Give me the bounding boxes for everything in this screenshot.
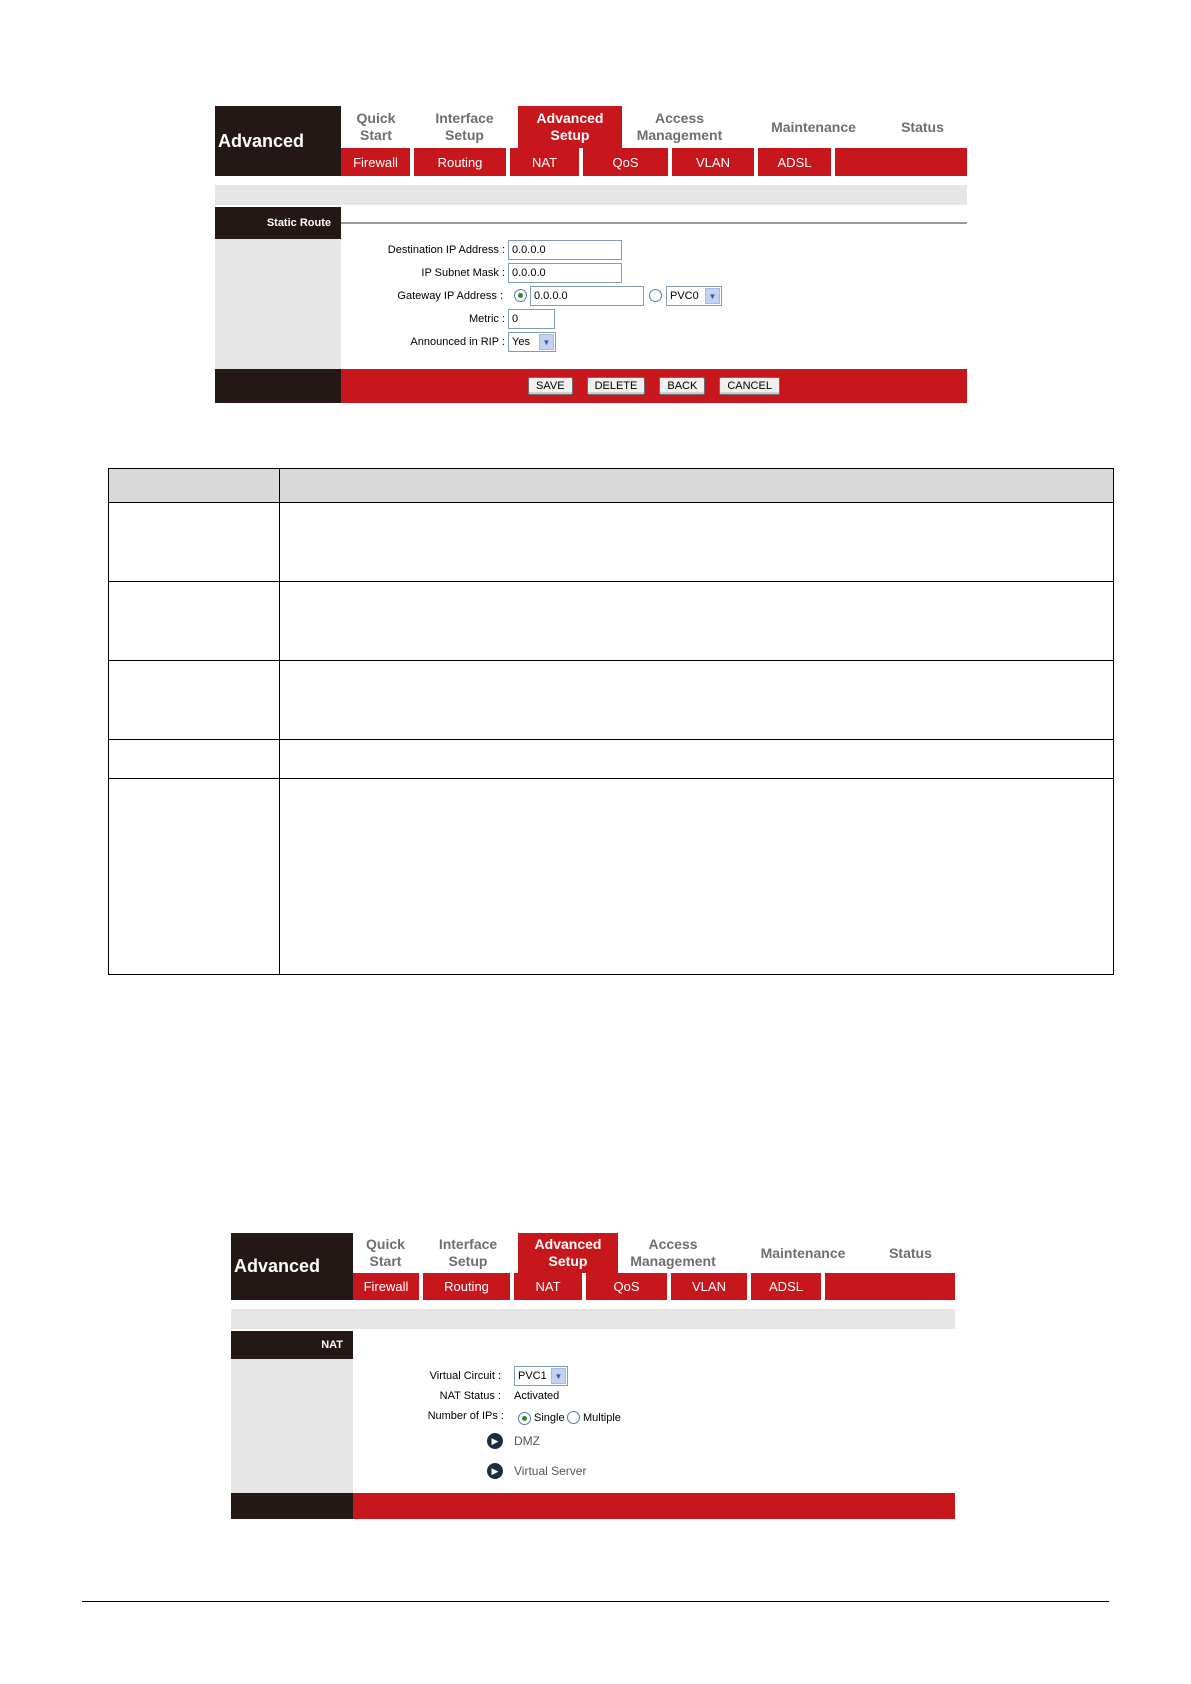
top-nav	[341, 106, 955, 148]
table-row	[109, 503, 1114, 582]
sub-nav	[341, 148, 967, 176]
table-header-cell	[109, 469, 280, 503]
gateway-ip-input[interactable]: 0.0.0.0	[530, 286, 644, 306]
tab-quick-start[interactable]: Quick Start	[356, 110, 396, 143]
dmz-link[interactable]: DMZ	[514, 1434, 540, 1448]
chevron-down-icon: ▼	[539, 334, 554, 350]
page-footer-rule	[82, 1601, 1109, 1602]
nat-panel	[231, 1233, 955, 1519]
rip-label: Announced in RIP :	[410, 336, 505, 348]
tab-maintenance[interactable]: Maintenance	[760, 1244, 846, 1261]
arrow-right-icon: ▶	[487, 1463, 503, 1479]
subtab-firewall[interactable]: Firewall	[341, 148, 414, 176]
spacer-bar	[231, 1309, 955, 1329]
static-route-panel	[215, 106, 967, 403]
description-table	[108, 468, 1114, 975]
footer-left	[215, 369, 341, 403]
nat-status-label: NAT Status :	[439, 1390, 501, 1402]
table-header-row	[109, 469, 1114, 503]
single-ip-radio[interactable]	[518, 1412, 531, 1425]
tab-access-management[interactable]: Access Management	[636, 110, 723, 143]
subtab-vlan[interactable]: VLAN	[672, 148, 758, 176]
gateway-pvc-radio[interactable]	[649, 289, 662, 302]
subtab-adsl[interactable]: ADSL	[751, 1273, 825, 1300]
footer-bar	[353, 1493, 955, 1519]
number-of-ips-label: Number of IPs :	[427, 1410, 504, 1422]
tab-quick-start[interactable]: Quick Start	[366, 1236, 405, 1269]
table-header-cell	[280, 469, 1114, 503]
multiple-ip-radio[interactable]	[567, 1411, 580, 1424]
virtual-server-link[interactable]: Virtual Server	[514, 1464, 587, 1478]
multiple-ip-label: Multiple	[583, 1412, 621, 1424]
tab-status[interactable]: Status	[889, 1244, 932, 1261]
subnet-mask-label: IP Subnet Mask :	[421, 267, 505, 279]
footer-bar	[341, 369, 967, 403]
brand-label: Advanced	[231, 1233, 353, 1300]
subtab-adsl[interactable]: ADSL	[758, 148, 835, 176]
nat-status-value: Activated	[514, 1390, 560, 1402]
subtab-nat[interactable]: NAT	[510, 148, 583, 176]
tab-access-management[interactable]: Access Management	[630, 1236, 716, 1269]
delete-button[interactable]: DELETE	[587, 377, 646, 395]
subtab-qos[interactable]: QoS	[583, 148, 672, 176]
subtab-qos[interactable]: QoS	[586, 1273, 671, 1300]
table-row	[109, 661, 1114, 740]
metric-label: Metric :	[468, 313, 505, 325]
spacer-bar	[215, 185, 967, 205]
dest-ip-input[interactable]: 0.0.0.0	[508, 240, 622, 260]
single-ip-label: Single	[534, 1412, 565, 1424]
tab-advanced-setup[interactable]: Advanced Setup	[518, 106, 622, 148]
subnet-mask-input[interactable]: 0.0.0.0	[508, 263, 622, 283]
subtab-routing[interactable]: Routing	[414, 148, 510, 176]
side-column	[215, 239, 341, 369]
table-row	[109, 740, 1114, 779]
chevron-down-icon: ▼	[705, 288, 720, 304]
section-title: NAT	[231, 1331, 353, 1359]
virtual-circuit-select[interactable]: PVC1 ▼	[514, 1366, 568, 1386]
gateway-pvc-select[interactable]: PVC0 ▼	[666, 286, 722, 306]
rip-select[interactable]: Yes ▼	[508, 332, 556, 352]
dest-ip-label: Destination IP Address :	[387, 244, 505, 256]
chevron-down-icon: ▼	[551, 1368, 566, 1384]
sub-nav	[353, 1273, 955, 1300]
footer-left	[231, 1493, 353, 1519]
gateway-ip-label: Gateway IP Address :	[397, 290, 503, 302]
subtab-routing[interactable]: Routing	[423, 1273, 514, 1300]
cancel-button[interactable]: CANCEL	[719, 377, 780, 395]
save-button[interactable]: SAVE	[528, 377, 573, 395]
metric-input[interactable]: 0	[508, 309, 555, 329]
side-column	[231, 1359, 353, 1493]
top-nav	[353, 1233, 943, 1273]
brand-label: Advanced	[215, 106, 341, 176]
table-row	[109, 779, 1114, 975]
subtab-nat[interactable]: NAT	[514, 1273, 586, 1300]
back-button[interactable]: BACK	[659, 377, 705, 395]
table-row	[109, 582, 1114, 661]
tab-interface-setup[interactable]: Interface Setup	[435, 110, 494, 143]
subtab-vlan[interactable]: VLAN	[671, 1273, 751, 1300]
tab-advanced-setup[interactable]: Advanced Setup	[518, 1233, 618, 1273]
tab-status[interactable]: Status	[901, 118, 944, 135]
section-divider	[341, 222, 967, 224]
arrow-right-icon: ▶	[487, 1433, 503, 1449]
virtual-circuit-label: Virtual Circuit :	[429, 1370, 501, 1382]
tab-interface-setup[interactable]: Interface Setup	[438, 1236, 498, 1269]
gateway-ip-radio[interactable]	[514, 289, 527, 302]
subtab-firewall[interactable]: Firewall	[353, 1273, 423, 1300]
tab-maintenance[interactable]: Maintenance	[771, 118, 856, 135]
section-title: Static Route	[215, 207, 341, 239]
